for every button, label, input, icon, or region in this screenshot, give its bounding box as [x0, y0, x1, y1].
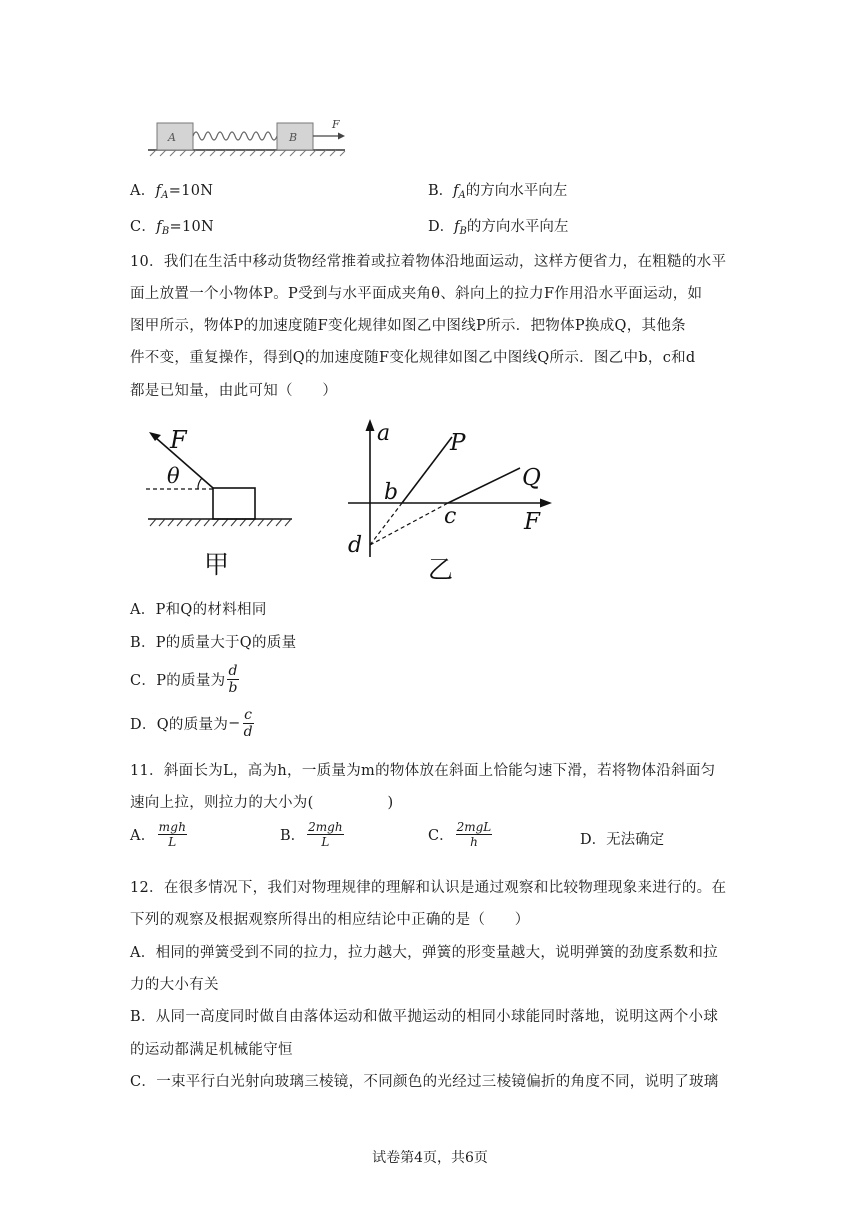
block-a-label: A — [168, 131, 176, 144]
q9-option-c: C．$f_B=10N$ — [130, 219, 215, 237]
q10-line-4: 件不变，重复操作，得到Q的加速度随F变化规律如图乙中图线Q所示．图乙中b，c和d — [130, 350, 696, 366]
q10-line-3: 图甲所示，物体P的加速度随F变化规律如图乙中图线P所示．把物体P换成Q，其他条 — [130, 318, 686, 334]
spring-blocks-figure — [140, 112, 355, 158]
q11-line-2: 速向上拉，则拉力的大小为( ) — [130, 795, 394, 811]
q12-line-3: A．相同的弹簧受到不同的拉力，拉力越大，弹簧的形变量越大，说明弹簧的劲度系数和拉 — [130, 945, 718, 961]
page-footer: 试卷第4页，共6页 — [372, 1150, 488, 1166]
q12-line-2: 下列的观察及根据观察所得出的相应结论中正确的是（ ） — [130, 912, 530, 928]
block-b-label: B — [289, 131, 298, 144]
fig-yi-caption: 乙 — [428, 555, 454, 584]
q10-option-c: C．P的质量为 $\frac{d}{b}$ — [130, 663, 238, 696]
figure-jia — [140, 420, 300, 580]
fig-jia-angle-label: θ — [167, 464, 180, 488]
fig-yi-line-q-label: Q — [522, 465, 541, 491]
q12-line-6: 的运动都满足机械能守恒 — [130, 1042, 293, 1058]
q10-line-5: 都是已知量，由此可知（ ） — [130, 383, 338, 399]
q10-line-2: 面上放置一个小物体P。P受到与水平面成夹角θ、斜向上的拉力F作用沿水平面运动，如 — [130, 286, 703, 302]
fig-yi-point-c-label: c — [444, 504, 457, 529]
q9-option-b: B．$f_A$的方向水平向左 — [428, 183, 568, 201]
q11-option-d: D．无法确定 — [580, 832, 665, 848]
q10-option-d: D．Q的质量为− $\frac{c}{d}$ — [130, 707, 253, 740]
q9-option-d: D．$f_B$的方向水平向左 — [428, 219, 569, 237]
q12-line-7: C．一束平行白光射向玻璃三棱镜，不同颜色的光经过三棱镜偏折的角度不同，说明了玻璃 — [130, 1074, 719, 1090]
q12-line-1: 12．在很多情况下，我们对物理规律的理解和认识是通过观察和比较物理现象来进行的。在 — [130, 880, 727, 896]
q11-line-1: 11．斜面长为L，高为h，一质量为m的物体放在斜面上恰能匀速下滑，若将物体沿斜面匀 — [130, 763, 716, 779]
fig-yi-point-b-label: b — [384, 480, 399, 505]
fig-yi-axis-y-label: a — [377, 421, 391, 446]
q12-line-5: B．从同一高度同时做自由落体运动和做平抛运动的相同小球能同时落地，说明这两个小球 — [130, 1009, 719, 1025]
fig-jia-caption: 甲 — [204, 550, 230, 579]
fig-yi-line-p-label: P — [450, 430, 466, 456]
q10-option-b: B．P的质量大于Q的质量 — [130, 635, 297, 651]
q10-option-a: A．P和Q的材料相同 — [130, 602, 267, 618]
q11-option-a: A． $\frac{\text{mgh}}{L}$ — [130, 820, 187, 849]
q11-option-c: C． $\frac{\text{2mgL}}{h}$ — [428, 820, 492, 849]
figure-yi — [340, 415, 560, 585]
q9-option-a: A．$f_A=10N$ — [130, 183, 214, 201]
q11-option-b: B． $\frac{\text{2mgh}}{L}$ — [280, 820, 343, 849]
q10-line-1: 10．我们在生活中移动货物经常推着或拉着物体沿地面运动，这样方便省力，在粗糙的水平 — [130, 254, 727, 270]
fig-jia-force-label: F — [170, 426, 187, 454]
fig-yi-axis-x-label: F — [524, 509, 540, 535]
fig-yi-point-d-label: d — [348, 533, 363, 558]
force-label: F — [332, 118, 340, 131]
q12-line-4: 力的大小有关 — [130, 977, 219, 993]
